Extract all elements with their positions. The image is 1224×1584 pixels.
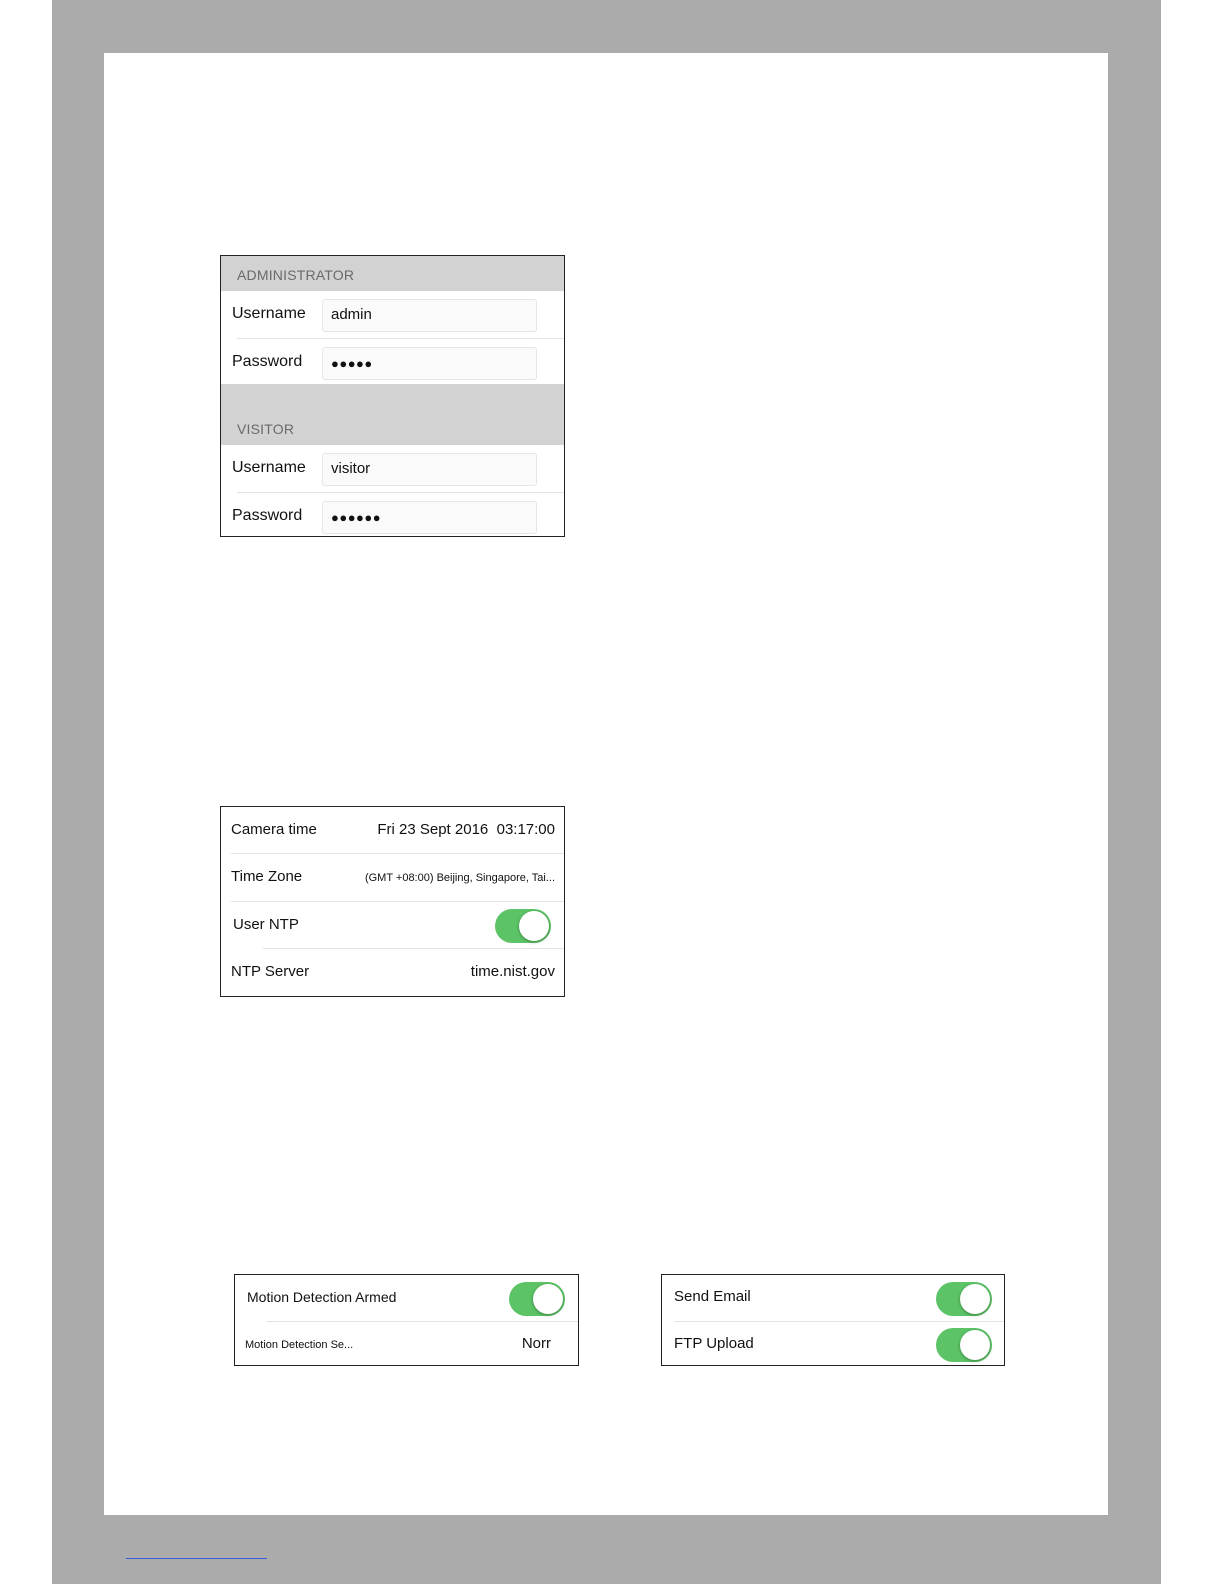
visitor-username-row (221, 445, 564, 493)
ftp-upload-toggle[interactable] (936, 1328, 992, 1362)
admin-password-label: Password (232, 353, 303, 370)
user-accounts-screenshot (220, 255, 565, 537)
send-email-toggle[interactable] (936, 1282, 992, 1316)
visitor-header-text: VISITOR (237, 421, 295, 437)
motion-armed-toggle[interactable] (509, 1282, 565, 1316)
send-email-row (662, 1275, 1004, 1321)
visitor-password-row (221, 493, 564, 537)
visitor-username-field[interactable]: visitor (322, 453, 537, 486)
toggle-knob (519, 911, 549, 941)
motion-armed-row (235, 1275, 578, 1321)
administrator-header-text: ADMINISTRATOR (237, 267, 355, 283)
motion-sensitivity-label: Motion Detection Se... (245, 1339, 354, 1351)
send-email-label: Send Email (674, 1288, 751, 1305)
visitor-password-label: Password (232, 507, 303, 524)
user-ntp-label: User NTP (233, 916, 299, 933)
ntp-server-row[interactable] (221, 949, 564, 996)
admin-username-field[interactable]: admin (322, 299, 537, 332)
ftp-upload-label: FTP Upload (674, 1335, 754, 1352)
visitor-section-header (221, 384, 564, 445)
ftp-upload-row (662, 1322, 1004, 1366)
time-zone-row[interactable] (221, 854, 564, 901)
time-zone-label: Time Zone (231, 868, 303, 885)
motion-sensitivity-row[interactable] (235, 1322, 578, 1366)
time-settings-screenshot (220, 806, 565, 997)
user-ntp-toggle[interactable] (495, 909, 551, 943)
admin-username-row (221, 291, 564, 339)
footer-link-underline[interactable] (126, 1558, 267, 1559)
toggle-knob (960, 1330, 990, 1360)
ntp-server-label: NTP Server (231, 963, 310, 980)
motion-armed-label: Motion Detection Armed (247, 1289, 397, 1305)
alert-actions-screenshot (661, 1274, 1005, 1366)
user-ntp-row (221, 902, 564, 949)
camera-time-value: Fri 23 Sept 2016 03:17:00 (377, 821, 555, 838)
admin-password-row (221, 339, 564, 387)
time-zone-value: (GMT +08:00) Beijing, Singapore, Tai... (364, 872, 555, 884)
motion-sensitivity-value: Norr (521, 1335, 551, 1352)
camera-time-row (221, 807, 564, 854)
motion-detection-screenshot (234, 1274, 579, 1366)
admin-password-field[interactable]: ●●●●● (322, 347, 537, 380)
admin-username-label: Username (232, 305, 306, 322)
visitor-password-field[interactable]: ●●●●●● (322, 501, 537, 534)
visitor-username-label: Username (232, 459, 306, 476)
ntp-server-value: time.nist.gov (470, 963, 555, 980)
administrator-section-header (221, 256, 564, 291)
toggle-knob (533, 1284, 563, 1314)
toggle-knob (960, 1284, 990, 1314)
camera-time-label: Camera time (231, 821, 317, 838)
